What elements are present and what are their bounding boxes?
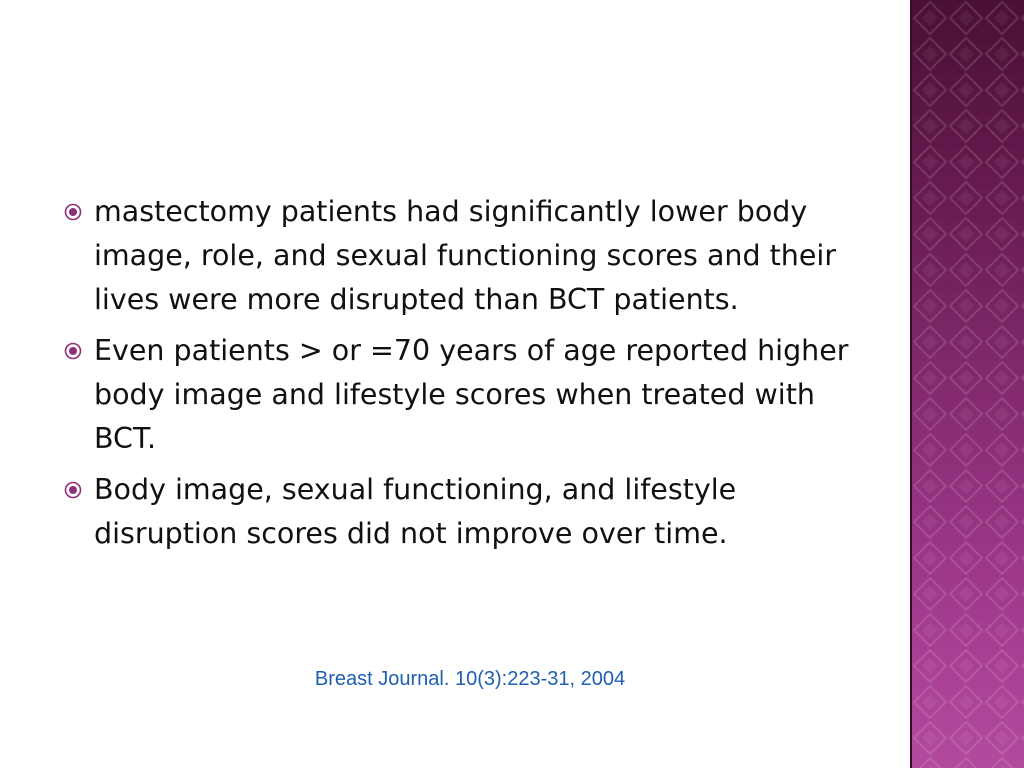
bullet-item — [64, 468, 864, 556]
bullet-list — [64, 190, 864, 556]
slide-body — [64, 190, 864, 563]
diamond-pattern-icon — [912, 0, 1024, 768]
bullet-item — [64, 190, 864, 322]
bullet-text: Body image, sexual functioning, and lifestyle disruption scores did not improve over time. — [94, 473, 737, 550]
circle-bullet-icon — [64, 203, 82, 221]
circle-bullet-icon — [64, 481, 82, 499]
circle-bullet-icon — [64, 342, 82, 360]
bullet-text: Even patients > or =70 years of age reported higher body image and lifestyle scores when treated with BCT. — [94, 334, 849, 455]
decorative-side-band — [912, 0, 1024, 768]
bullet-text: mastectomy patients had significantly lower body image, role, and sexual functioning scores and their lives were more disrupted than BCT patients. — [94, 195, 837, 316]
bullet-item — [64, 329, 864, 461]
citation: Breast Journal. 10(3):223-31, 2004 — [314, 668, 626, 690]
